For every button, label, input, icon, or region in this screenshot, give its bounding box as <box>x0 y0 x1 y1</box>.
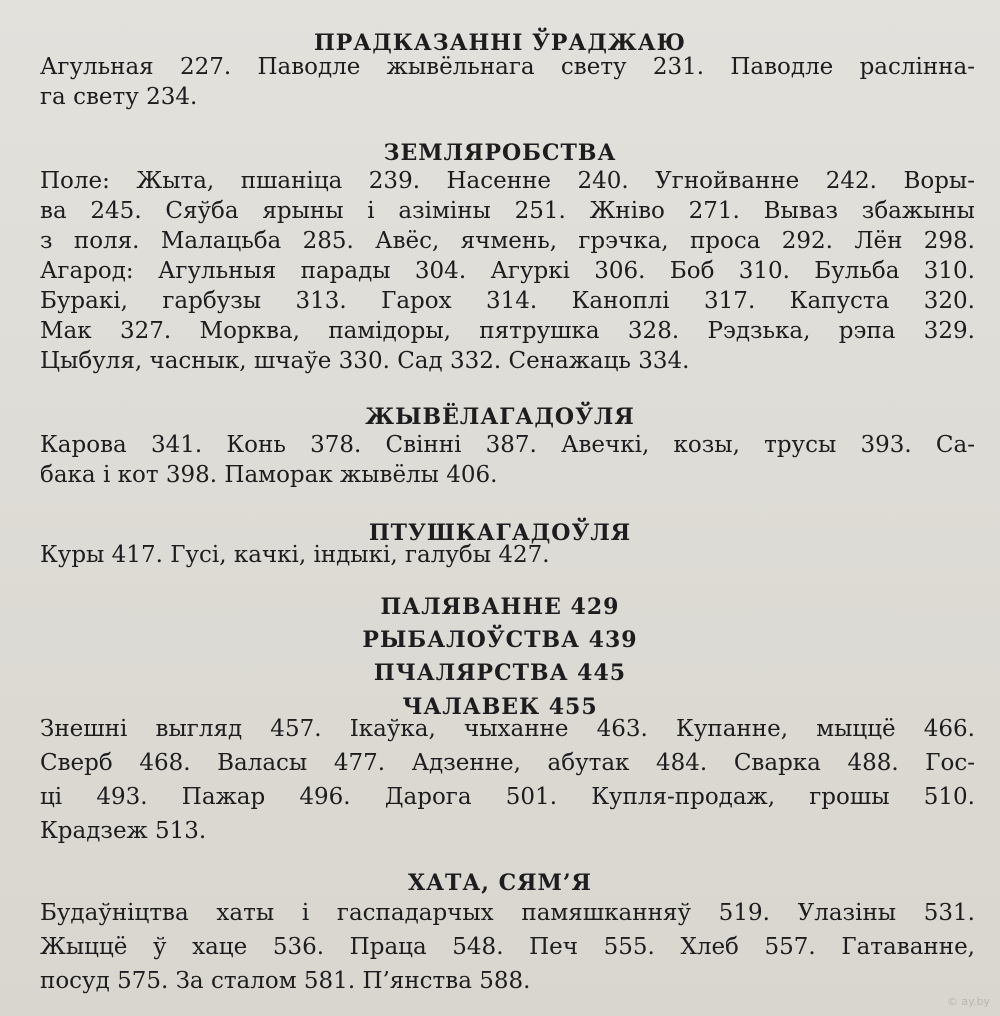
heading-pchalyarstva: ПЧАЛЯРСТВА 445 <box>373 660 627 686</box>
watermark: © ay.by <box>946 995 990 1008</box>
toc-line: Цыбуля, часнык, шчаўе 330. Сад 332. Сенажаць 334. <box>40 348 690 374</box>
heading-khata: ХАТА, СЯМ’Я <box>408 870 592 896</box>
toc-line: бака і кот 398. Паморак жывёлы 406. <box>40 462 498 488</box>
heading-ptushkagadoulya: ПТУШКАГАДОЎЛЯ <box>368 520 632 546</box>
heading-zemlyarobstva: ЗЕМЛЯРОБСТВА <box>383 140 617 166</box>
heading-zhyvyelagadoulya: ЖЫВЁЛАГАДОЎЛЯ <box>365 404 635 430</box>
toc-line: Знешні выгляд 457. Ікаўка, чыханне 463. Купанне, мыццё 466. <box>40 716 975 742</box>
toc-line: Крадзеж 513. <box>40 818 207 844</box>
heading-palyavanne: ПАЛЯВАННЕ 429 <box>380 594 620 620</box>
toc-line: посуд 575. За сталом 581. П’янства 588. <box>40 968 531 994</box>
toc-line: Агарод: Агульныя парады 304. Агуркі 306. Боб 310. Бульба 310. <box>40 258 975 284</box>
toc-line: Агульная 227. Паводле жывёльнага свету 231. Паводле раслінна- <box>40 54 975 80</box>
toc-line: Жыццё ў хаце 536. Праца 548. Печ 555. Хлеб 557. Гатаванне, <box>40 934 975 960</box>
heading-rybalostva: РЫБАЛОЎСТВА 439 <box>362 627 638 653</box>
toc-line: Буракі, гарбузы 313. Гарох 314. Каноплі 317. Капуста 320. <box>40 288 975 314</box>
heading-chalavek: ЧАЛАВЕК 455 <box>402 694 598 720</box>
toc-line: Карова 341. Конь 378. Свінні 387. Авечкі, козы, трусы 393. Са- <box>40 432 975 458</box>
toc-line: Мак 327. Морква, памідоры, пятрушка 328. Рэдзька, рэпа 329. <box>40 318 975 344</box>
toc-line: Поле: Жыта, пшаніца 239. Насенне 240. Угнойванне 242. Воры- <box>40 168 975 194</box>
toc-line: Куры 417. Гусі, качкі, індыкі, галубы 427. <box>40 542 550 568</box>
toc-line: Будаўніцтва хаты і гаспадарчых памяшканняў 519. Улазіны 531. <box>40 900 975 926</box>
toc-line: га свету 234. <box>40 84 198 110</box>
toc-line: Сверб 468. Валасы 477. Адзенне, абутак 484. Сварка 488. Гос- <box>40 750 975 776</box>
toc-line: з поля. Малацьба 285. Авёс, ячмень, грэчка, проса 292. Лён 298. <box>40 228 975 254</box>
toc-line: ва 245. Сяўба ярыны і азіміны 251. Жніво 271. Вываз збажыны <box>40 198 975 224</box>
heading-pradkazanni: ПРАДКАЗАННІ ЎРАДЖАЮ <box>313 30 686 56</box>
toc-line: ці 493. Пажар 496. Дарога 501. Купля-продаж, грошы 510. <box>40 784 975 810</box>
